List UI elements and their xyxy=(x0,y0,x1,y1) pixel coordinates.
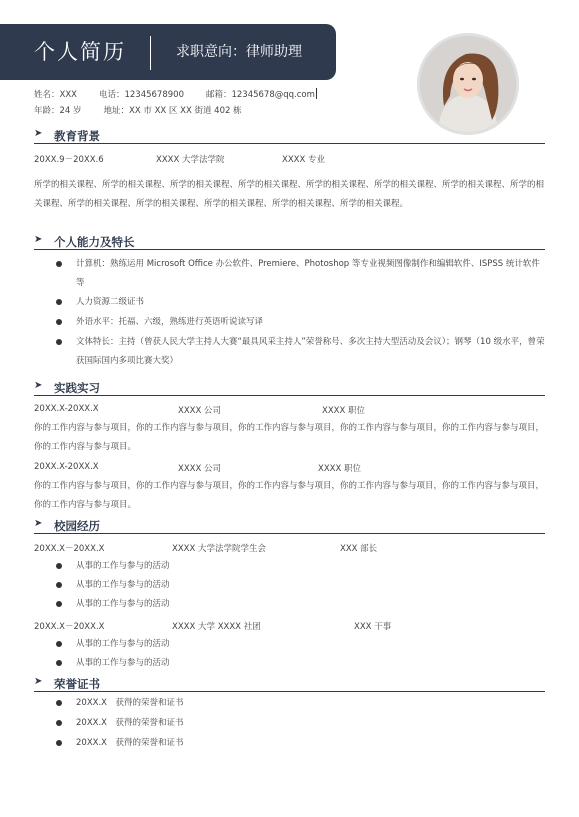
section-education xyxy=(34,128,545,144)
campus-date: 20XX.X－20XX.X xyxy=(34,544,105,554)
campus-row xyxy=(34,542,378,554)
list-item xyxy=(58,714,546,733)
info-phone: 电话：12345678900 xyxy=(98,90,184,100)
info-row-2 xyxy=(34,104,264,116)
education-major: XXXX 专业 xyxy=(282,155,325,165)
bullet-dot-icon xyxy=(56,299,62,305)
bullet-dot-icon xyxy=(56,339,62,345)
chevron-right-icon: ➤ xyxy=(34,518,43,529)
banner-divider xyxy=(150,36,151,70)
section-title: 荣誉证书 xyxy=(54,677,100,691)
practice-desc: 你的工作内容与参与项目，你的工作内容与参与项目，你的工作内容与参与项目，你的工作内容与参与项目，你的工作内容与参与项目，你的工作内容与参与项目。 xyxy=(34,481,545,510)
list-item xyxy=(58,333,546,371)
info-name: 姓名：XXX xyxy=(34,90,77,100)
practice-row xyxy=(34,462,361,474)
bullet-dot-icon xyxy=(56,720,62,726)
info-email: 邮箱：12345678@qq.com xyxy=(205,90,315,100)
campus-date: 20XX.X－20XX.X xyxy=(34,622,105,632)
chevron-right-icon: ➤ xyxy=(34,380,43,391)
list-item xyxy=(58,654,546,673)
practice-company: XXXX 公司 xyxy=(178,406,221,416)
education-date: 20XX.9－20XX.6 xyxy=(34,155,104,165)
section-title: 实践实习 xyxy=(54,381,100,395)
text-cursor xyxy=(316,88,317,99)
list-item-text: 从事的工作与参与的活动 xyxy=(76,658,170,668)
info-row-1 xyxy=(34,88,339,100)
resume-title: 个人简历 xyxy=(34,40,126,64)
list-item xyxy=(58,293,546,312)
practice-row xyxy=(34,404,365,416)
list-item-text: 从事的工作与参与的活动 xyxy=(76,580,170,590)
avatar-illustration xyxy=(420,36,516,132)
practice-position: XXXX 职位 xyxy=(318,464,361,474)
list-item xyxy=(58,694,546,713)
list-item xyxy=(58,557,546,576)
bullet-dot-icon xyxy=(56,319,62,325)
bullet-dot-icon xyxy=(56,601,62,607)
job-intent: 求职意向：律师助理 xyxy=(176,44,302,60)
info-age: 年龄：24 岁 xyxy=(34,106,82,116)
bullet-dot-icon xyxy=(56,740,62,746)
list-item-text: 文体特长：主持（曾获人民大学主持人大赛“最具风采主持人”荣誉称号、多次主持大型活动及会议）；钢琴（10 级水平，曾荣获国际国内多项比赛大奖） xyxy=(76,337,545,366)
practice-desc: 你的工作内容与参与项目，你的工作内容与参与项目，你的工作内容与参与项目，你的工作内容与参与项目，你的工作内容与参与项目，你的工作内容与参与项目。 xyxy=(34,423,545,452)
chevron-right-icon: ➤ xyxy=(34,234,43,245)
bullet-dot-icon xyxy=(56,582,62,588)
list-item-text: 20XX.X 获得的荣誉和证书 xyxy=(76,738,184,748)
list-item xyxy=(58,734,546,753)
chevron-right-icon: ➤ xyxy=(34,128,43,139)
list-item xyxy=(58,313,546,332)
section-skills xyxy=(34,234,545,250)
campus-role: XXX 部长 xyxy=(340,544,378,554)
list-item-text: 外语水平：托福、六级，熟练进行英语听说读写译 xyxy=(76,317,264,327)
list-item xyxy=(58,255,546,293)
section-practice xyxy=(34,380,545,396)
list-item xyxy=(58,576,546,595)
section-campus xyxy=(34,518,545,534)
bullet-dot-icon xyxy=(56,641,62,647)
section-title: 校园经历 xyxy=(54,519,100,533)
info-address: 地址：XX 市 XX 区 XX 街道 402 栋 xyxy=(103,106,242,116)
campus-row xyxy=(34,620,392,632)
list-item-text: 从事的工作与参与的活动 xyxy=(76,599,170,609)
practice-company: XXXX 公司 xyxy=(178,464,221,474)
practice-date: 20XX.X-20XX.X xyxy=(34,404,99,414)
campus-org: XXXX 大学法学院学生会 xyxy=(172,544,266,554)
section-title: 个人能力及特长 xyxy=(54,235,135,249)
practice-date: 20XX.X-20XX.X xyxy=(34,462,99,472)
section-honors xyxy=(34,676,545,692)
bullet-dot-icon xyxy=(56,261,62,267)
chevron-right-icon: ➤ xyxy=(34,676,43,687)
list-item-text: 20XX.X 获得的荣誉和证书 xyxy=(76,698,184,708)
list-item-text: 人力资源二级证书 xyxy=(76,297,145,307)
education-row xyxy=(34,153,325,165)
section-title: 教育背景 xyxy=(54,129,100,143)
list-item-text: 从事的工作与参与的活动 xyxy=(76,639,170,649)
bullet-dot-icon xyxy=(56,700,62,706)
list-item xyxy=(58,635,546,654)
bullet-dot-icon xyxy=(56,660,62,666)
list-item-text: 计算机：熟练运用 Microsoft Office 办公软件、Premiere、Photoshop 等专业视频图像制作和编辑软件、ISPSS 统计软件等 xyxy=(76,259,540,288)
profile-photo xyxy=(420,36,516,132)
campus-role: XXX 干事 xyxy=(354,622,392,632)
practice-position: XXXX 职位 xyxy=(322,406,365,416)
bullet-dot-icon xyxy=(56,563,62,569)
header-banner xyxy=(0,24,336,80)
list-item-text: 20XX.X 获得的荣誉和证书 xyxy=(76,718,184,728)
list-item xyxy=(58,595,546,614)
campus-org: XXXX 大学 XXXX 社团 xyxy=(172,622,261,632)
education-desc: 所学的相关课程、所学的相关课程、所学的相关课程、所学的相关课程、所学的相关课程、所学的相关课程、所学的相关课程、所学的相关课程、所学的相关课程、所学的相关课程、所学的相关课程、所学的相关课程、所学的相关课程。 xyxy=(34,180,545,209)
list-item-text: 从事的工作与参与的活动 xyxy=(76,561,170,571)
education-school: XXXX 大学法学院 xyxy=(156,155,225,165)
